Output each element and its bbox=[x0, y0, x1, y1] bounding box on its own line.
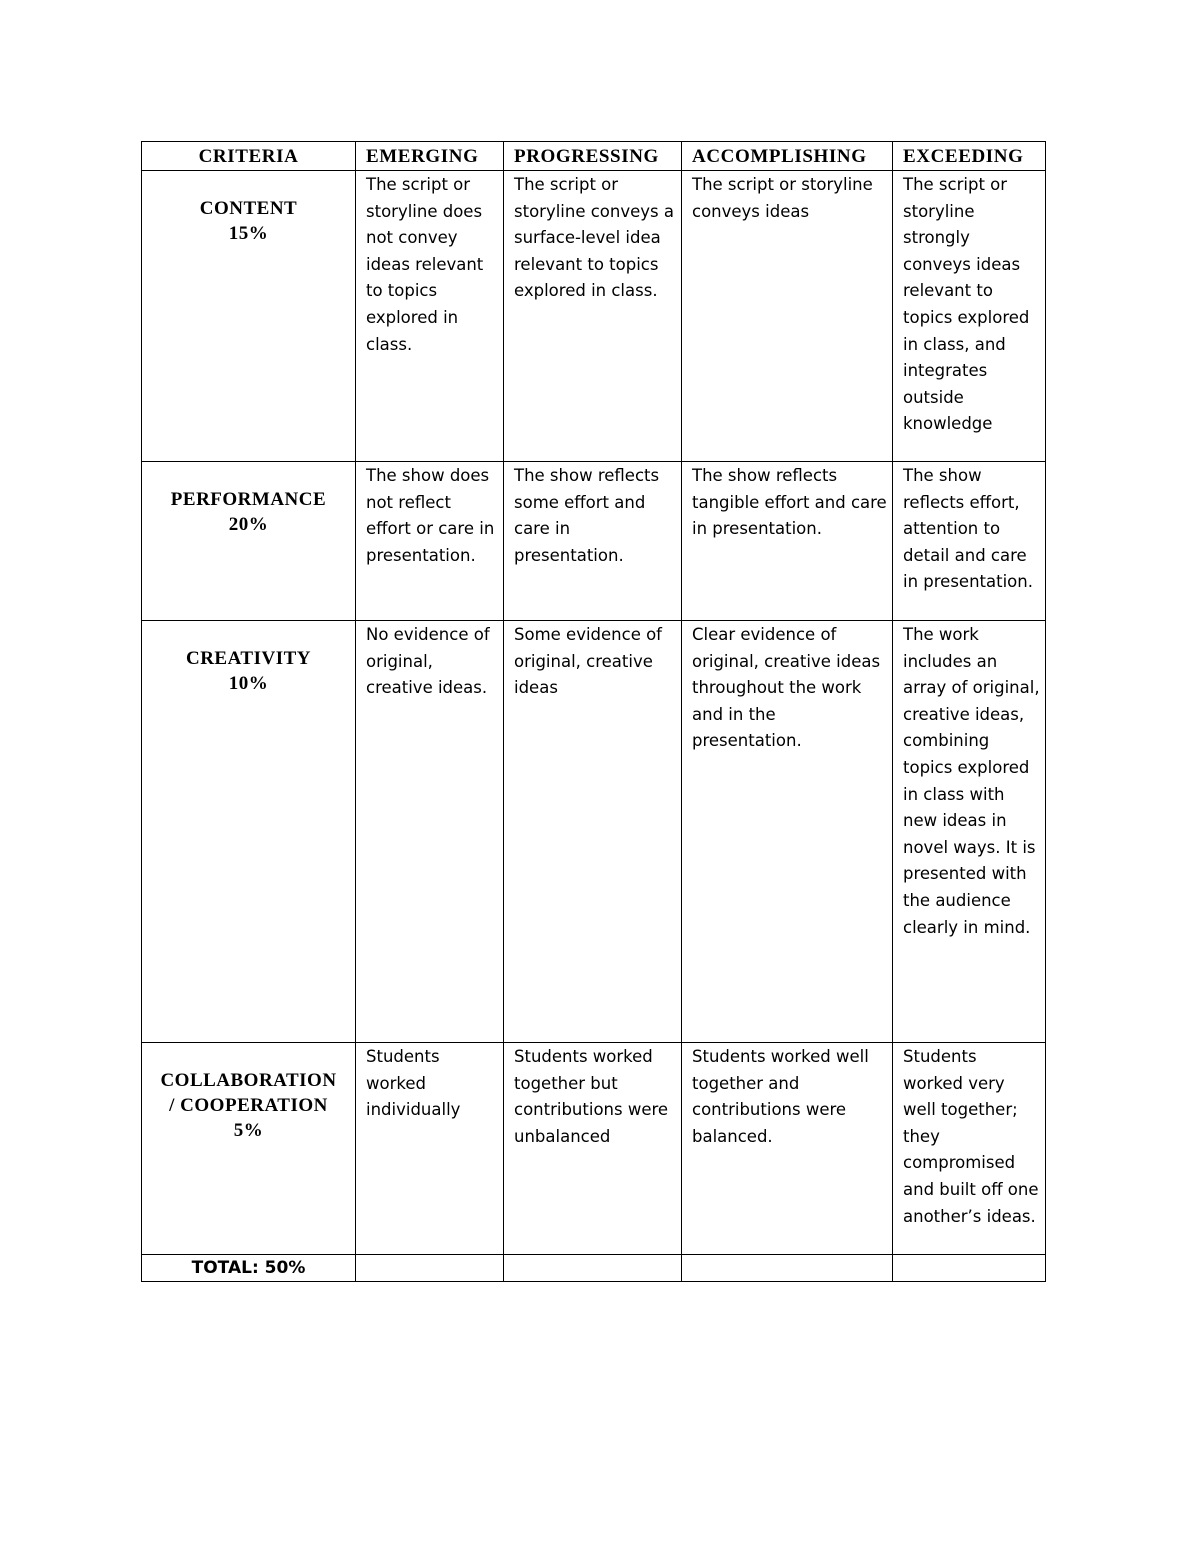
cell-collaboration-progressing: Students worked together but contributions were unbalanced bbox=[504, 1043, 682, 1255]
criteria-name: PERFORMANCE bbox=[170, 489, 327, 510]
criteria-name-line1: COLLABORATION bbox=[160, 1070, 337, 1091]
total-accomplishing bbox=[682, 1255, 893, 1282]
header-exceeding: EXCEEDING bbox=[893, 142, 1046, 171]
header-emerging: EMERGING bbox=[356, 142, 504, 171]
criteria-name: CREATIVITY bbox=[185, 648, 311, 669]
cell-performance-progressing: The show reflects some effort and care in presentation. bbox=[504, 462, 682, 621]
total-progressing bbox=[504, 1255, 682, 1282]
cell-collaboration-emerging: Students worked individually bbox=[356, 1043, 504, 1255]
header-progressing: PROGRESSING bbox=[504, 142, 682, 171]
cell-content-emerging: The script or storyline does not convey ideas relevant to topics explored in class. bbox=[356, 171, 504, 462]
criteria-name-line2: / COOPERATION bbox=[169, 1095, 328, 1116]
criteria-name: CONTENT bbox=[199, 198, 298, 219]
cell-content-accomplishing: The script or storyline conveys ideas bbox=[682, 171, 893, 462]
table-row-creativity bbox=[142, 621, 1046, 1043]
criteria-weight: 10% bbox=[228, 673, 269, 694]
total-label: TOTAL: 50% bbox=[142, 1255, 356, 1282]
table-row-total bbox=[142, 1255, 1046, 1282]
criteria-weight: 15% bbox=[228, 223, 269, 244]
header-criteria: CRITERIA bbox=[142, 142, 356, 171]
criteria-cell-performance bbox=[142, 462, 356, 621]
total-emerging bbox=[356, 1255, 504, 1282]
cell-creativity-progressing: Some evidence of original, creative ideas bbox=[504, 621, 682, 1043]
header-row bbox=[142, 142, 1046, 171]
cell-creativity-emerging: No evidence of original, creative ideas. bbox=[356, 621, 504, 1043]
criteria-weight: 5% bbox=[233, 1120, 264, 1141]
table-row-performance bbox=[142, 462, 1046, 621]
cell-performance-exceeding: The show reflects effort, attention to detail and care in presentation. bbox=[893, 462, 1046, 621]
table-row-collaboration bbox=[142, 1043, 1046, 1255]
criteria-cell-collaboration bbox=[142, 1043, 356, 1255]
cell-content-exceeding: The script or storyline strongly conveys ideas relevant to topics explored in class, and integrates outside knowledge bbox=[893, 171, 1046, 462]
rubric-table bbox=[141, 141, 1046, 1282]
header-accomplishing: ACCOMPLISHING bbox=[682, 142, 893, 171]
criteria-weight: 20% bbox=[228, 514, 269, 535]
total-exceeding bbox=[893, 1255, 1046, 1282]
criteria-cell-creativity bbox=[142, 621, 356, 1043]
table-row-content bbox=[142, 171, 1046, 462]
cell-performance-emerging: The show does not reflect effort or care in presentation. bbox=[356, 462, 504, 621]
cell-collaboration-accomplishing: Students worked well together and contributions were balanced. bbox=[682, 1043, 893, 1255]
cell-content-progressing: The script or storyline conveys a surface-level idea relevant to topics explored in class. bbox=[504, 171, 682, 462]
cell-performance-accomplishing: The show reflects tangible effort and care in presentation. bbox=[682, 462, 893, 621]
cell-creativity-accomplishing: Clear evidence of original, creative ideas throughout the work and in the presentation. bbox=[682, 621, 893, 1043]
criteria-cell-content bbox=[142, 171, 356, 462]
cell-creativity-exceeding: The work includes an array of original, creative ideas, combining topics explored in class with new ideas in novel ways. It is presented with the audience clearly in mind. bbox=[893, 621, 1046, 1043]
cell-collaboration-exceeding: Students worked very well together; they compromised and built off one another’s ideas. bbox=[893, 1043, 1046, 1255]
